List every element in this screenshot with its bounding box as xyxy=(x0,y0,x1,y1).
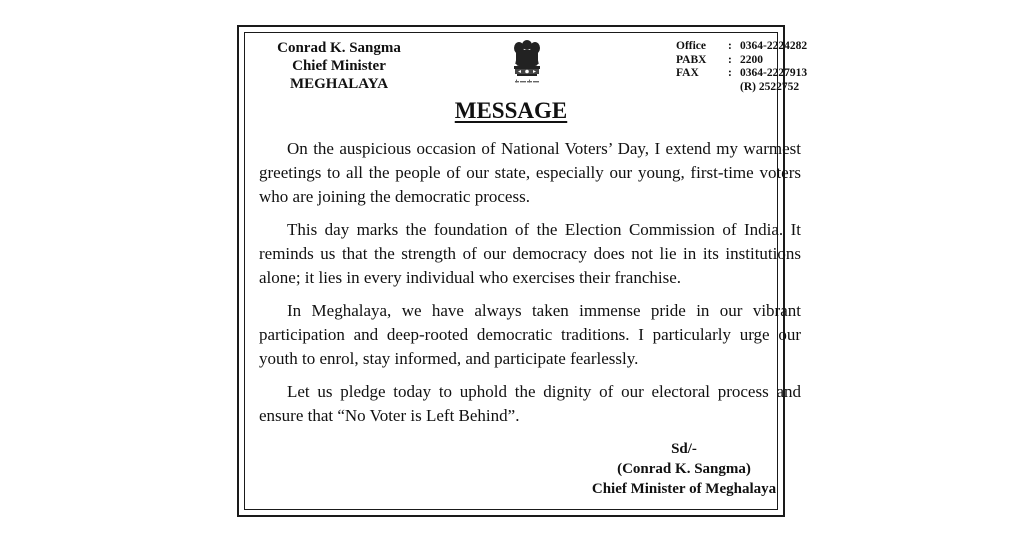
signature-block xyxy=(579,439,789,499)
contact-separator: : xyxy=(728,67,732,79)
sender-block xyxy=(239,39,439,93)
national-emblem-icon xyxy=(509,36,545,88)
message-paragraph: This day marks the foundation of the Election Commission of India. It reminds us that the strength of our democracy does not lie in its institutions alone; it lies in every individual who exercises their franchise. xyxy=(259,220,801,287)
contact-value: (R) 2522752 xyxy=(740,80,800,93)
contact-label xyxy=(676,81,728,95)
contact-separator xyxy=(728,81,740,95)
message-heading: MESSAGE xyxy=(454,98,568,123)
signature-designation: Chief Minister of Meghalaya xyxy=(591,481,777,497)
sender-state: MEGHALAYA xyxy=(289,76,389,92)
contact-label: PABX xyxy=(676,53,707,66)
contact-row-residence xyxy=(676,81,807,95)
contact-separator: : xyxy=(728,53,732,66)
signature-name: (Conrad K. Sangma) xyxy=(617,461,751,477)
contact-details xyxy=(676,40,807,94)
message-paragraph: Let us pledge today to uphold the dignity of our electoral process and ensure that “No Voter is Left Behind”. xyxy=(259,382,801,425)
message-body xyxy=(259,137,801,437)
contact-row-pabx xyxy=(676,54,807,68)
message-frame xyxy=(237,25,808,517)
message-paragraph: On the auspicious occasion of National Voters’ Day, I extend my warmest greetings to all the people of our state, especially our young, first-time voters who are joining the democratic process. xyxy=(259,139,801,206)
contact-label: FAX xyxy=(676,67,699,79)
contact-value: 0364-2227913 xyxy=(740,67,808,79)
sender-name: Conrad K. Sangma xyxy=(277,40,401,56)
contact-label: Office xyxy=(676,40,707,52)
message-paragraph: In Meghalaya, we have always taken immense pride in our vibrant participation and deep-rooted democratic traditions. I particularly urge our youth to enrol, stay informed, and participate fearlessly. xyxy=(259,301,801,368)
contact-row-fax xyxy=(676,67,807,81)
contact-value: 2200 xyxy=(740,53,763,66)
signature-sd: Sd/- xyxy=(671,441,697,457)
contact-value: 0364-2224282 xyxy=(740,40,808,52)
sender-title: Chief Minister xyxy=(292,58,386,74)
contact-separator: : xyxy=(728,40,732,52)
contact-row-office xyxy=(676,40,807,54)
